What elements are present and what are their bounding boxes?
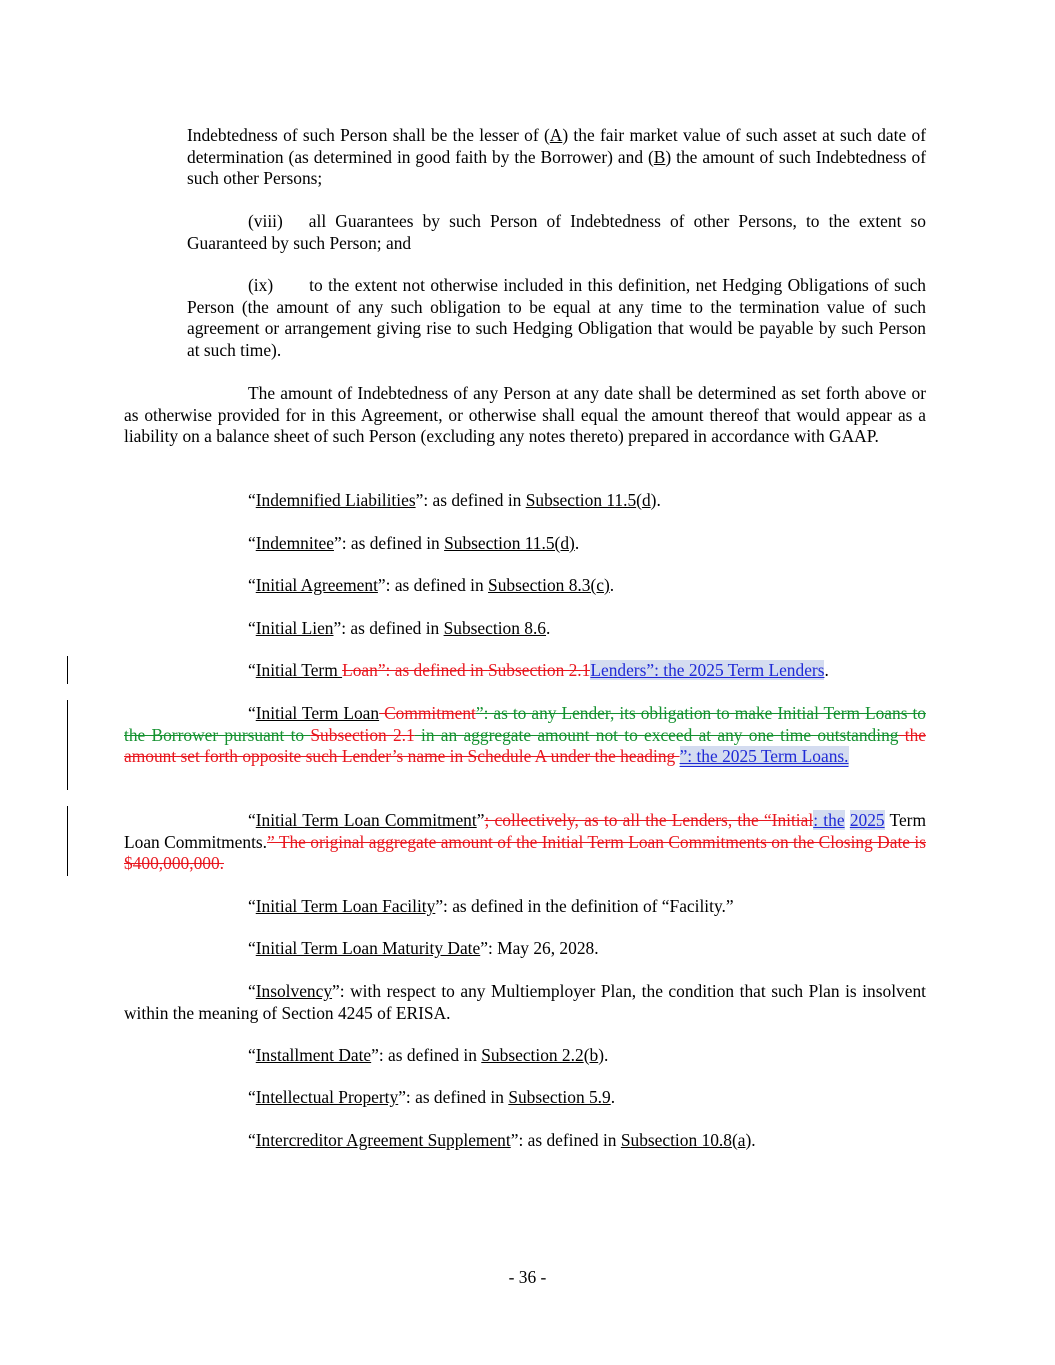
defined-term: Insolvency xyxy=(255,981,333,1001)
subsection-link[interactable]: Subsection 11.5 xyxy=(525,490,637,510)
deleted-text: the amount set forth opposite such Lender’s name in Schedule A under the heading xyxy=(124,724,926,767)
defined-term: Initial Agreement xyxy=(255,575,378,595)
defined-term: Initial Lien xyxy=(255,618,334,638)
clause-text: to the extent not otherwise included in this definition, net Hedging Obligations of such Person (the amount of any such obligation to be equal at any time to the termination value of such agreement or arrangement giving rise to such Hedging Obligation that would be payable by such Person at such time). xyxy=(187,275,926,360)
defined-term: Installment Date xyxy=(255,1045,372,1065)
inserted-text: ”: the 2025 Term Loans. xyxy=(679,746,849,767)
deleted-text: ; collectively, as to all the Lenders, the “ xyxy=(484,810,772,830)
paragraph-viii xyxy=(187,211,926,254)
definition-initial-term-lenders: “Initial Term Loan”: as defined in Subsection 2.1Lenders”: the 2025 Term Lenders. xyxy=(248,660,829,680)
inserted-text: Lenders”: the 2025 Term Lenders xyxy=(590,660,825,680)
paragraph-ix xyxy=(187,275,926,361)
paragraph-amount xyxy=(124,383,926,448)
subsection-link[interactable]: Subsection 8.6 xyxy=(443,618,547,638)
subsection-link[interactable]: Subsection 11.5(d) xyxy=(444,533,575,553)
change-bar xyxy=(67,806,68,876)
defined-term: Initial Term Loan Facility xyxy=(255,896,436,916)
definition-indemnitee: “Indemnitee”: as defined in Subsection 11.5(d). xyxy=(248,533,580,553)
subsection-link[interactable]: Subsection 8.3(c) xyxy=(488,575,610,595)
subsection-link[interactable]: Subsection 5.9 xyxy=(508,1087,611,1107)
defined-term: Initial Term Loan xyxy=(255,703,380,723)
inserted-text: : the xyxy=(813,810,845,830)
moved-text: ”: as to any Lender, its obligation to make Initial Term Loans to the Borrower pursuant to xyxy=(124,703,926,745)
change-bar xyxy=(67,700,68,790)
clause-text: all Guarantees by such Person of Indebtedness of other Persons, to the extent so Guaranteed by such Person; and xyxy=(187,211,926,253)
page-number: - 36 - xyxy=(508,1267,547,1287)
definition-initial-term-loan-facility: “Initial Term Loan Facility”: as defined in the definition of “Facility.” xyxy=(248,896,734,916)
defined-term: Initial Term Loan Maturity Date xyxy=(255,938,481,958)
defined-term: Initial Term xyxy=(255,660,343,680)
defined-term: Indemnitee xyxy=(255,533,334,553)
text: ) the amount of such Indebtedness of such other Persons; xyxy=(187,146,926,189)
definition-insolvency: “Insolvency”: with respect to any Multiemployer Plan, the condition that such Plan is insolvent within the meaning of Section 4245 of ERISA. xyxy=(124,981,926,1023)
clause-number: (ix) xyxy=(248,275,274,295)
paragraph-text: The amount of Indebtedness of any Person at any date shall be determined as set forth above or as otherwise provided for in this Agreement, or otherwise shall equal the amount thereof that would appear as a liability on a balance sheet of such Person (excluding any notes thereto) prepared in accordance with GAAP. xyxy=(124,383,926,447)
definition-intellectual-property: “Intellectual Property”: as defined in Subsection 5.9. xyxy=(248,1087,616,1107)
deleted-text: ” The original aggregate amount of the Initial Term Loan Commitments on the Closing Date is $400,000,000. xyxy=(124,831,927,874)
definition-initial-lien: “Initial Lien”: as defined in Subsection 8.6. xyxy=(248,618,551,638)
change-bar xyxy=(67,656,68,684)
defined-term: Intellectual Property xyxy=(255,1087,399,1107)
deleted-text: Loan xyxy=(342,660,378,680)
inserted-text: 2025 xyxy=(849,810,885,830)
deleted-text: Subsection 2.1 xyxy=(310,724,415,745)
definition-initial-agreement: “Initial Agreement”: as defined in Subsection 8.3(c). xyxy=(248,575,615,595)
definition-initial-term-loan-commitment: “Initial Term Loan Commitment”; collectively, as to all the Lenders, the “Initial: the 2025 Term Loan Commitments.” The original aggregate amount of the Initial Term Loan Commitments on the Closing Date is $400,000,000. xyxy=(124,810,927,874)
clause-a: A xyxy=(549,125,563,145)
clause-number: (viii) xyxy=(248,211,283,231)
definition-indemnified-liabilities: “Indemnified Liabilities”: as defined in Subsection 11.5(d). xyxy=(248,490,661,510)
definition-installment-date: “Installment Date”: as defined in Subsection 2.2(b). xyxy=(248,1045,609,1065)
definition-intercreditor-agreement-supplement: “Intercreditor Agreement Supplement”: as defined in Subsection 10.8(a). xyxy=(248,1130,756,1150)
deleted-text: Initial xyxy=(771,810,814,830)
clause-b: B xyxy=(653,146,666,167)
defined-term: Indemnified Liabilities xyxy=(255,490,416,510)
paragraph-continuation xyxy=(187,125,926,190)
deleted-text: ”: as defined in xyxy=(377,660,488,680)
deleted-text: Commitment xyxy=(379,703,476,723)
deleted-text: Subsection 2.1 xyxy=(487,660,591,680)
text: Indebtedness of such Person shall be the lesser of ( xyxy=(187,125,550,145)
subsection-link[interactable]: Subsection 2.2 xyxy=(481,1045,584,1065)
definition-initial-term-loan: “Initial Term Loan Commitment”: as to any Lender, its obligation to make Initial Term Loans to the Borrower pursuant to Subsection 2.1 in an aggregate amount not to exceed at any one time outstanding the amount set forth opposite such Lender’s name in Schedule A under the heading ”: the 2025 Term Loans. xyxy=(124,703,926,767)
subsection-link[interactable]: Subsection 10.8 xyxy=(620,1130,732,1150)
defined-term: Initial Term Loan Commitment xyxy=(255,810,477,830)
text: ) the fair market value of such asset at such date of determination (as determined in good faith by the Borrower) and ( xyxy=(187,125,926,167)
definition-initial-term-loan-maturity-date: “Initial Term Loan Maturity Date”: May 26, 2028. xyxy=(248,938,599,958)
defined-term: Intercreditor Agreement Supplement xyxy=(255,1130,511,1150)
moved-text: in an aggregate amount not to exceed at any one time outstanding xyxy=(414,724,899,745)
